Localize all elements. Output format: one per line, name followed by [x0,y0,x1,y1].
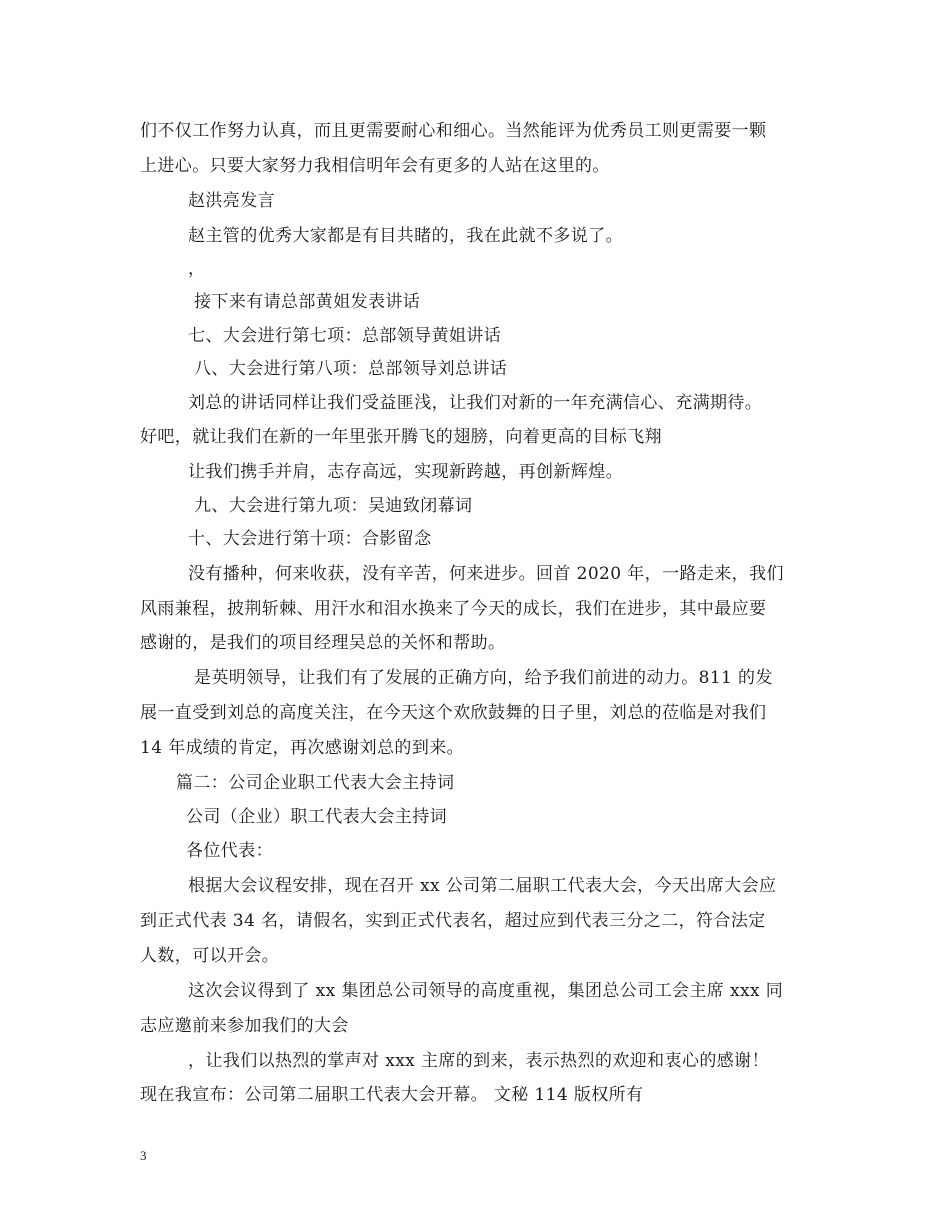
text-line: 们不仅工作努力认真，而且更需要耐心和细心。当然能评为优秀员工则更需要一颗 [140,121,767,141]
text-line: 九、大会进行第九项：吴迪致闭幕词 [194,496,473,516]
text-line: 好吧，就让我们在新的一年里张开腾飞的翅膀，向着更高的目标飞翔 [140,427,662,447]
text-line: 没有播种，何来收获，没有辛苦，何来进步。回首 2020 年，一路走来，我们 [188,564,784,584]
text-line: 赵洪亮发言 [188,191,275,211]
text-line: 这次会议得到了 xx 集团总公司领导的高度重视，集团总公司工会主席 xxx 同 [188,981,784,1001]
text-line: ，让我们以热烈的掌声对 xxx 主席的到来，表示热烈的欢迎和衷心的感谢！ [188,1051,769,1071]
text-line: 展一直受到刘总的高度关注，在今天这个欢欣鼓舞的日子里，刘总的莅临是对我们 [140,703,767,723]
text-line: 赵主管的优秀大家都是有目共睹的，我在此就不多说了。 [188,226,623,246]
text-line: 刘总的讲话同样让我们受益匪浅，让我们对新的一年充满信心、充满期待。 [188,393,763,413]
text-line: 志应邀前来参加我们的大会 [140,1016,349,1036]
page-number: 3 [140,1148,147,1163]
text-line: 让我们携手并肩，志存高远，实现新跨越，再创新辉煌。 [188,462,623,482]
text-line: 公司（企业）职工代表大会主持词 [186,807,447,827]
text-line: 篇二：公司企业职工代表大会主持词 [176,773,455,793]
text-line: 风雨兼程，披荆斩棘、用汗水和泪水换来了今天的成长，我们在进步，其中最应要 [140,599,767,619]
text-line: 到正式代表 34 名，请假名，实到正式代表名，超过应到代表三分之二，符合法定 [140,911,766,931]
text-line: 上进心。只要大家努力我相信明年会有更多的人站在这里的。 [140,156,610,176]
text-line: 七、大会进行第七项：总部领导黄姐讲话 [188,326,502,346]
text-line: 14 年成绩的肯定，再次感谢刘总的到来。 [140,738,465,758]
text-line: 八、大会进行第八项：总部领导刘总讲话 [194,359,508,379]
text-line: 是英明领导，让我们有了发展的正确方向，给予我们前进的动力。811 的发 [194,668,773,688]
text-line: 人数，可以开会。 [140,946,280,966]
text-line: 根据大会议程安排，现在召开 xx 公司第二届职工代表大会，今天出席大会应 [188,876,777,896]
text-line: ， [188,259,206,279]
text-line: 现在我宣布：公司第二届职工代表大会开幕。 文秘 114 版权所有 [140,1085,644,1105]
text-line: 各位代表： [186,841,273,861]
text-line: 接下来有请总部黄姐发表讲话 [194,292,421,312]
text-line: 十、大会进行第十项：合影留念 [188,529,432,549]
text-line: 感谢的，是我们的项目经理吴总的关怀和帮助。 [140,633,506,653]
